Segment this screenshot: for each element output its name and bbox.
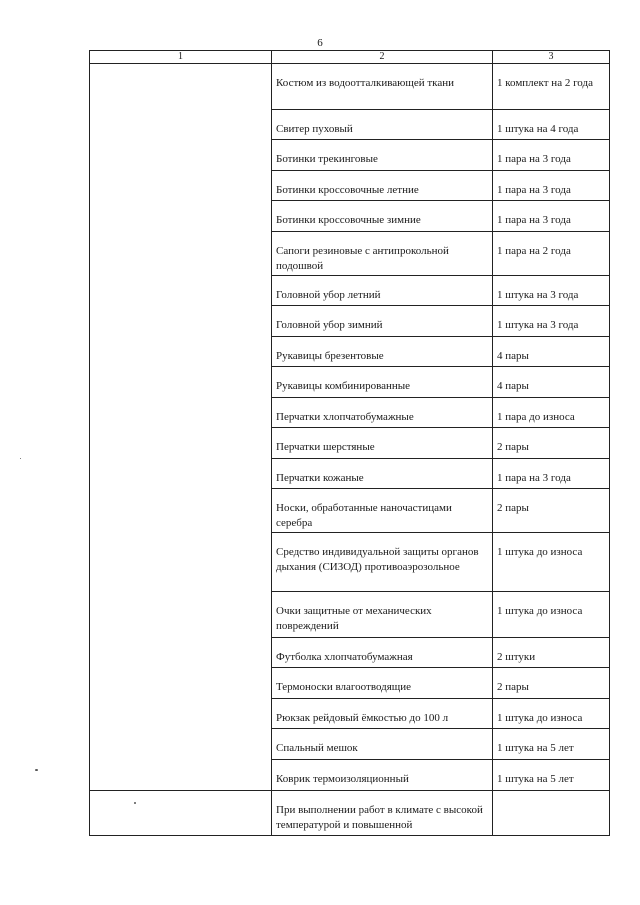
- item-norm-cell: 1 штука на 5 лет: [493, 729, 610, 760]
- item-name-cell: Носки, обработанные наночастицами серебра: [272, 489, 493, 533]
- item-name-cell: Перчатки шерстяные: [272, 428, 493, 459]
- table-row: [90, 64, 610, 110]
- item-norm-cell: 1 пара на 3 года: [493, 201, 610, 232]
- item-norm-cell: 1 пара на 2 года: [493, 232, 610, 276]
- item-name-cell: Рукавицы брезентовые: [272, 337, 493, 367]
- item-norm-cell: 2 пары: [493, 489, 610, 533]
- item-name-cell: Термоноски влагоотводящие: [272, 668, 493, 699]
- item-name-cell: Головной убор летний: [272, 276, 493, 306]
- scan-speck: [134, 802, 136, 804]
- item-name-cell: Средство индивидуальной защиты органов дыхания (СИЗОД) противоаэрозольное: [272, 533, 493, 592]
- item-name-cell: Рукавицы комбинированные: [272, 367, 493, 398]
- category-cell: [90, 791, 272, 836]
- item-norm-cell: 1 штука на 3 года: [493, 276, 610, 306]
- item-name-cell: Спальный мешок: [272, 729, 493, 760]
- item-norm-cell: 1 пара на 3 года: [493, 459, 610, 489]
- item-name-cell: Футболка хлопчатобумажная: [272, 638, 493, 668]
- item-name-cell: Ботинки кроссовочные зимние: [272, 201, 493, 232]
- item-name-cell: Перчатки кожаные: [272, 459, 493, 489]
- item-norm-cell: 1 пара на 3 года: [493, 140, 610, 171]
- table-header-row: [90, 51, 610, 64]
- item-name-cell: Очки защитные от механических повреждений: [272, 592, 493, 638]
- item-norm-cell: 1 комплект на 2 года: [493, 64, 610, 110]
- item-norm-cell: 2 пары: [493, 668, 610, 699]
- item-norm-cell: 1 штука до износа: [493, 533, 610, 592]
- norms-table: [89, 50, 610, 836]
- item-name-cell: Ботинки кроссовочные летние: [272, 171, 493, 201]
- item-name-cell: При выполнении работ в климате с высокой температурой и повышенной: [272, 791, 493, 836]
- item-norm-cell: 1 пара на 3 года: [493, 171, 610, 201]
- item-norm-cell: 2 штуки: [493, 638, 610, 668]
- item-name-cell: Головной убор зимний: [272, 306, 493, 337]
- header-col-1: 1: [90, 51, 272, 64]
- item-norm-cell: 1 пара до износа: [493, 398, 610, 428]
- header-col-2: 2: [272, 51, 493, 64]
- header-col-3: 3: [493, 51, 610, 64]
- item-name-cell: Ботинки трекинговые: [272, 140, 493, 171]
- item-norm-cell: 1 штука до износа: [493, 699, 610, 729]
- scan-speck: [35, 769, 38, 771]
- item-name-cell: Перчатки хлопчатобумажные: [272, 398, 493, 428]
- item-name-cell: Коврик термоизоляционный: [272, 760, 493, 791]
- category-cell: [90, 64, 272, 791]
- scan-speck: [20, 458, 21, 459]
- item-name-cell: Свитер пуховый: [272, 110, 493, 140]
- item-name-cell: Рюкзак рейдовый ёмкостью до 100 л: [272, 699, 493, 729]
- item-norm-cell: 1 штука на 5 лет: [493, 760, 610, 791]
- item-norm-cell: 1 штука на 3 года: [493, 306, 610, 337]
- item-norm-cell: [493, 791, 610, 836]
- item-norm-cell: 1 штука до износа: [493, 592, 610, 638]
- item-norm-cell: 1 штука на 4 года: [493, 110, 610, 140]
- table-row: [90, 791, 610, 836]
- item-norm-cell: 2 пары: [493, 428, 610, 459]
- item-name-cell: Костюм из водоотталкивающей ткани: [272, 64, 493, 110]
- item-norm-cell: 4 пары: [493, 337, 610, 367]
- item-name-cell: Сапоги резиновые с антипрокольной подошвой: [272, 232, 493, 276]
- item-norm-cell: 4 пары: [493, 367, 610, 398]
- page-number: 6: [317, 37, 323, 49]
